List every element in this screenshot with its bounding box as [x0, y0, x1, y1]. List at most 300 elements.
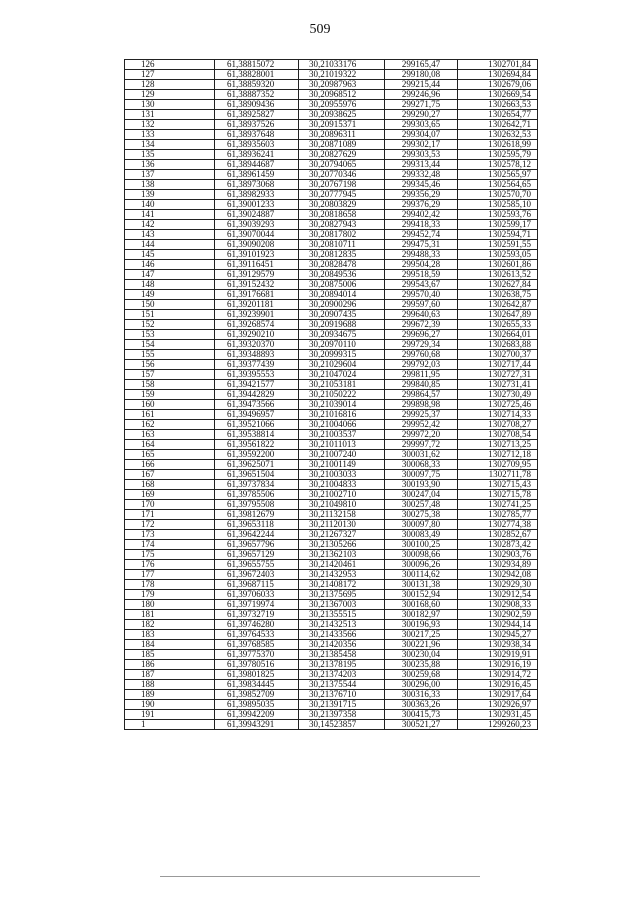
x-coordinate-cell: 299345,46: [385, 180, 458, 190]
point-number-cell: 187: [125, 670, 215, 680]
longitude-cell: 30,20794065: [299, 160, 385, 170]
x-coordinate-cell: 299475,31: [385, 240, 458, 250]
longitude-cell: 30,20934675: [299, 330, 385, 340]
longitude-cell: 30,21004833: [299, 480, 385, 490]
x-coordinate-cell: 299376,29: [385, 200, 458, 210]
y-coordinate-cell: 1302683,88: [458, 340, 538, 350]
x-coordinate-cell: 299304,07: [385, 130, 458, 140]
point-number-cell: 143: [125, 230, 215, 240]
point-number-cell: 157: [125, 370, 215, 380]
y-coordinate-cell: 1302916,45: [458, 680, 538, 690]
y-coordinate-cell: 1302593,05: [458, 250, 538, 260]
y-coordinate-cell: 1302908,33: [458, 600, 538, 610]
x-coordinate-cell: 300235,88: [385, 660, 458, 670]
y-coordinate-cell: 1302564,65: [458, 180, 538, 190]
point-number-cell: 160: [125, 400, 215, 410]
y-coordinate-cell: 1302914,72: [458, 670, 538, 680]
table-row: [125, 550, 538, 560]
y-coordinate-cell: 1302594,71: [458, 230, 538, 240]
longitude-cell: 30,20827629: [299, 150, 385, 160]
table-row: [125, 150, 538, 160]
x-coordinate-cell: 299303,53: [385, 150, 458, 160]
x-coordinate-cell: 299518,59: [385, 270, 458, 280]
latitude-cell: 61,39795508: [215, 500, 299, 510]
table-row: [125, 650, 538, 660]
point-number-cell: 156: [125, 360, 215, 370]
latitude-cell: 61,38828001: [215, 70, 299, 80]
table-row: [125, 280, 538, 290]
y-coordinate-cell: 1302599,17: [458, 220, 538, 230]
x-coordinate-cell: 300096,26: [385, 560, 458, 570]
table-row: [125, 700, 538, 710]
table-row: [125, 620, 538, 630]
longitude-cell: 30,21029604: [299, 360, 385, 370]
x-coordinate-cell: 299760,68: [385, 350, 458, 360]
y-coordinate-cell: 1302785,77: [458, 510, 538, 520]
x-coordinate-cell: 300097,75: [385, 470, 458, 480]
x-coordinate-cell: 299418,33: [385, 220, 458, 230]
latitude-cell: 61,39521066: [215, 420, 299, 430]
point-number-cell: 150: [125, 300, 215, 310]
latitude-cell: 61,38887352: [215, 90, 299, 100]
longitude-cell: 30,21408172: [299, 580, 385, 590]
point-number-cell: 168: [125, 480, 215, 490]
latitude-cell: 61,38973068: [215, 180, 299, 190]
point-number-cell: 142: [125, 220, 215, 230]
table-row: [125, 90, 538, 100]
x-coordinate-cell: 299356,29: [385, 190, 458, 200]
x-coordinate-cell: 300521,27: [385, 720, 458, 730]
y-coordinate-cell: 1302919,91: [458, 650, 538, 660]
latitude-cell: 61,38961459: [215, 170, 299, 180]
latitude-cell: 61,39625071: [215, 460, 299, 470]
y-coordinate-cell: 1302694,84: [458, 70, 538, 80]
x-coordinate-cell: 299729,34: [385, 340, 458, 350]
latitude-cell: 61,38937648: [215, 130, 299, 140]
x-coordinate-cell: 299972,20: [385, 430, 458, 440]
x-coordinate-cell: 299792,03: [385, 360, 458, 370]
longitude-cell: 30,21003033: [299, 470, 385, 480]
table-row: [125, 520, 538, 530]
point-number-cell: 166: [125, 460, 215, 470]
y-coordinate-cell: 1302585,10: [458, 200, 538, 210]
point-number-cell: 154: [125, 340, 215, 350]
x-coordinate-cell: 300221,96: [385, 640, 458, 650]
table-row: [125, 210, 538, 220]
point-number-cell: 190: [125, 700, 215, 710]
latitude-cell: 61,39001233: [215, 200, 299, 210]
point-number-cell: 155: [125, 350, 215, 360]
longitude-cell: 30,20919688: [299, 320, 385, 330]
table-row: [125, 540, 538, 550]
x-coordinate-cell: 300083,49: [385, 530, 458, 540]
x-coordinate-cell: 299290,27: [385, 110, 458, 120]
x-coordinate-cell: 299313,44: [385, 160, 458, 170]
x-coordinate-cell: 299165,47: [385, 60, 458, 70]
point-number-cell: 1: [125, 720, 215, 730]
table-row: [125, 600, 538, 610]
x-coordinate-cell: 300196,93: [385, 620, 458, 630]
y-coordinate-cell: 1302727,31: [458, 370, 538, 380]
latitude-cell: 61,39655755: [215, 560, 299, 570]
point-number-cell: 165: [125, 450, 215, 460]
y-coordinate-cell: 1302708,54: [458, 430, 538, 440]
y-coordinate-cell: 1299260,23: [458, 720, 538, 730]
point-number-cell: 128: [125, 80, 215, 90]
table-row: [125, 560, 538, 570]
point-number-cell: 173: [125, 530, 215, 540]
x-coordinate-cell: 300257,48: [385, 500, 458, 510]
latitude-cell: 61,39101923: [215, 250, 299, 260]
table-row: [125, 80, 538, 90]
point-number-cell: 145: [125, 250, 215, 260]
latitude-cell: 61,39039293: [215, 220, 299, 230]
table-row: [125, 140, 538, 150]
table-row: [125, 710, 538, 720]
point-number-cell: 131: [125, 110, 215, 120]
y-coordinate-cell: 1302931,45: [458, 710, 538, 720]
y-coordinate-cell: 1302731,41: [458, 380, 538, 390]
x-coordinate-cell: 299302,17: [385, 140, 458, 150]
longitude-cell: 30,20938625: [299, 110, 385, 120]
point-number-cell: 191: [125, 710, 215, 720]
x-coordinate-cell: 299864,57: [385, 390, 458, 400]
table-row: [125, 70, 538, 80]
y-coordinate-cell: 1302601,86: [458, 260, 538, 270]
y-coordinate-cell: 1302700,37: [458, 350, 538, 360]
x-coordinate-cell: 299997,72: [385, 440, 458, 450]
point-number-cell: 134: [125, 140, 215, 150]
table-row: [125, 490, 538, 500]
longitude-cell: 30,20915371: [299, 120, 385, 130]
longitude-cell: 30,20810711: [299, 240, 385, 250]
y-coordinate-cell: 1302613,52: [458, 270, 538, 280]
y-coordinate-cell: 1302852,67: [458, 530, 538, 540]
table-row: [125, 530, 538, 540]
table-row: [125, 380, 538, 390]
table-row: [125, 580, 538, 590]
point-number-cell: 126: [125, 60, 215, 70]
point-number-cell: 153: [125, 330, 215, 340]
latitude-cell: 61,39732719: [215, 610, 299, 620]
point-number-cell: 163: [125, 430, 215, 440]
longitude-cell: 30,20817802: [299, 230, 385, 240]
longitude-cell: 30,20827943: [299, 220, 385, 230]
table-row: [125, 340, 538, 350]
longitude-cell: 30,20970110: [299, 340, 385, 350]
point-number-cell: 133: [125, 130, 215, 140]
longitude-cell: 30,21011013: [299, 440, 385, 450]
longitude-cell: 30,21376710: [299, 690, 385, 700]
table-row: [125, 350, 538, 360]
y-coordinate-cell: 1302655,33: [458, 320, 538, 330]
x-coordinate-cell: 299246,96: [385, 90, 458, 100]
point-number-cell: 136: [125, 160, 215, 170]
longitude-cell: 30,20871089: [299, 140, 385, 150]
y-coordinate-cell: 1302938,34: [458, 640, 538, 650]
longitude-cell: 30,21385458: [299, 650, 385, 660]
table-row: [125, 500, 538, 510]
latitude-cell: 61,39290210: [215, 330, 299, 340]
x-coordinate-cell: 300415,73: [385, 710, 458, 720]
longitude-cell: 30,21004066: [299, 420, 385, 430]
x-coordinate-cell: 299696,27: [385, 330, 458, 340]
point-number-cell: 146: [125, 260, 215, 270]
y-coordinate-cell: 1302669,54: [458, 90, 538, 100]
point-number-cell: 189: [125, 690, 215, 700]
longitude-cell: 30,20828478: [299, 260, 385, 270]
x-coordinate-cell: 299570,40: [385, 290, 458, 300]
coordinates-table-body: [125, 60, 538, 730]
latitude-cell: 61,39116451: [215, 260, 299, 270]
y-coordinate-cell: 1302715,43: [458, 480, 538, 490]
longitude-cell: 30,21007240: [299, 450, 385, 460]
table-row: [125, 590, 538, 600]
latitude-cell: 61,39592200: [215, 450, 299, 460]
longitude-cell: 30,21047024: [299, 370, 385, 380]
y-coordinate-cell: 1302709,95: [458, 460, 538, 470]
table-row: [125, 320, 538, 330]
x-coordinate-cell: 300114,62: [385, 570, 458, 580]
table-row: [125, 130, 538, 140]
latitude-cell: 61,38859320: [215, 80, 299, 90]
latitude-cell: 61,38936241: [215, 150, 299, 160]
y-coordinate-cell: 1302638,75: [458, 290, 538, 300]
x-coordinate-cell: 299597,60: [385, 300, 458, 310]
longitude-cell: 30,21305266: [299, 540, 385, 550]
point-number-cell: 176: [125, 560, 215, 570]
longitude-cell: 30,20900296: [299, 300, 385, 310]
latitude-cell: 61,39746280: [215, 620, 299, 630]
latitude-cell: 61,39834445: [215, 680, 299, 690]
longitude-cell: 30,21367003: [299, 600, 385, 610]
latitude-cell: 61,39152432: [215, 280, 299, 290]
x-coordinate-cell: 300316,33: [385, 690, 458, 700]
y-coordinate-cell: 1302679,06: [458, 80, 538, 90]
y-coordinate-cell: 1302618,99: [458, 140, 538, 150]
point-number-cell: 141: [125, 210, 215, 220]
x-coordinate-cell: 300152,94: [385, 590, 458, 600]
x-coordinate-cell: 300168,60: [385, 600, 458, 610]
longitude-cell: 30,20777945: [299, 190, 385, 200]
table-row: [125, 240, 538, 250]
point-number-cell: 185: [125, 650, 215, 660]
table-row: [125, 260, 538, 270]
latitude-cell: 61,39024887: [215, 210, 299, 220]
latitude-cell: 61,39780516: [215, 660, 299, 670]
table-row: [125, 310, 538, 320]
table-row: [125, 440, 538, 450]
point-number-cell: 151: [125, 310, 215, 320]
y-coordinate-cell: 1302595,79: [458, 150, 538, 160]
table-row: [125, 120, 538, 130]
x-coordinate-cell: 300230,04: [385, 650, 458, 660]
table-row: [125, 180, 538, 190]
table-row: [125, 630, 538, 640]
point-number-cell: 158: [125, 380, 215, 390]
latitude-cell: 61,39942209: [215, 710, 299, 720]
point-number-cell: 188: [125, 680, 215, 690]
y-coordinate-cell: 1302570,70: [458, 190, 538, 200]
table-row: [125, 60, 538, 70]
table-row: [125, 290, 538, 300]
y-coordinate-cell: 1302642,87: [458, 300, 538, 310]
latitude-cell: 61,39737834: [215, 480, 299, 490]
y-coordinate-cell: 1302945,27: [458, 630, 538, 640]
y-coordinate-cell: 1302565,97: [458, 170, 538, 180]
latitude-cell: 61,39785506: [215, 490, 299, 500]
latitude-cell: 61,39812679: [215, 510, 299, 520]
point-number-cell: 147: [125, 270, 215, 280]
longitude-cell: 30,20803829: [299, 200, 385, 210]
y-coordinate-cell: 1302714,33: [458, 410, 538, 420]
y-coordinate-cell: 1302929,30: [458, 580, 538, 590]
latitude-cell: 61,39768585: [215, 640, 299, 650]
table-row: [125, 300, 538, 310]
table-row: [125, 110, 538, 120]
y-coordinate-cell: 1302663,53: [458, 100, 538, 110]
latitude-cell: 61,39657129: [215, 550, 299, 560]
y-coordinate-cell: 1302715,78: [458, 490, 538, 500]
y-coordinate-cell: 1302916,19: [458, 660, 538, 670]
longitude-cell: 30,20955976: [299, 100, 385, 110]
y-coordinate-cell: 1302664,01: [458, 330, 538, 340]
longitude-cell: 30,21019322: [299, 70, 385, 80]
y-coordinate-cell: 1302713,25: [458, 440, 538, 450]
latitude-cell: 61,38944687: [215, 160, 299, 170]
table-row: [125, 670, 538, 680]
longitude-cell: 30,21420356: [299, 640, 385, 650]
y-coordinate-cell: 1302591,55: [458, 240, 538, 250]
latitude-cell: 61,38982933: [215, 190, 299, 200]
longitude-cell: 30,20894014: [299, 290, 385, 300]
x-coordinate-cell: 299271,75: [385, 100, 458, 110]
point-number-cell: 138: [125, 180, 215, 190]
latitude-cell: 61,39687115: [215, 580, 299, 590]
y-coordinate-cell: 1302717,44: [458, 360, 538, 370]
point-number-cell: 182: [125, 620, 215, 630]
longitude-cell: 30,21391715: [299, 700, 385, 710]
x-coordinate-cell: 299952,42: [385, 420, 458, 430]
x-coordinate-cell: 299640,63: [385, 310, 458, 320]
x-coordinate-cell: 299402,42: [385, 210, 458, 220]
x-coordinate-cell: 300031,62: [385, 450, 458, 460]
latitude-cell: 61,39561822: [215, 440, 299, 450]
x-coordinate-cell: 300097,80: [385, 520, 458, 530]
latitude-cell: 61,39764533: [215, 630, 299, 640]
x-coordinate-cell: 299332,48: [385, 170, 458, 180]
point-number-cell: 183: [125, 630, 215, 640]
x-coordinate-cell: 300068,33: [385, 460, 458, 470]
table-row: [125, 220, 538, 230]
point-number-cell: 135: [125, 150, 215, 160]
x-coordinate-cell: 299543,67: [385, 280, 458, 290]
x-coordinate-cell: 300100,25: [385, 540, 458, 550]
x-coordinate-cell: 300275,38: [385, 510, 458, 520]
table-row: [125, 160, 538, 170]
point-number-cell: 170: [125, 500, 215, 510]
table-row: [125, 690, 538, 700]
longitude-cell: 30,21003537: [299, 430, 385, 440]
y-coordinate-cell: 1302873,42: [458, 540, 538, 550]
longitude-cell: 30,20770346: [299, 170, 385, 180]
x-coordinate-cell: 299925,37: [385, 410, 458, 420]
longitude-cell: 30,20896311: [299, 130, 385, 140]
table-row: [125, 200, 538, 210]
point-number-cell: 162: [125, 420, 215, 430]
longitude-cell: 30,21267327: [299, 530, 385, 540]
longitude-cell: 30,21049810: [299, 500, 385, 510]
y-coordinate-cell: 1302912,54: [458, 590, 538, 600]
longitude-cell: 30,21053181: [299, 380, 385, 390]
latitude-cell: 61,39129579: [215, 270, 299, 280]
x-coordinate-cell: 300217,25: [385, 630, 458, 640]
point-number-cell: 130: [125, 100, 215, 110]
y-coordinate-cell: 1302701,84: [458, 60, 538, 70]
point-number-cell: 149: [125, 290, 215, 300]
point-number-cell: 129: [125, 90, 215, 100]
longitude-cell: 30,21039014: [299, 400, 385, 410]
y-coordinate-cell: 1302934,89: [458, 560, 538, 570]
latitude-cell: 61,38909436: [215, 100, 299, 110]
longitude-cell: 30,20812835: [299, 250, 385, 260]
longitude-cell: 30,21002710: [299, 490, 385, 500]
x-coordinate-cell: 300259,68: [385, 670, 458, 680]
point-number-cell: 140: [125, 200, 215, 210]
table-row: [125, 330, 538, 340]
longitude-cell: 30,21355515: [299, 610, 385, 620]
y-coordinate-cell: 1302708,27: [458, 420, 538, 430]
longitude-cell: 30,20999315: [299, 350, 385, 360]
longitude-cell: 30,21432953: [299, 570, 385, 580]
y-coordinate-cell: 1302647,89: [458, 310, 538, 320]
point-number-cell: 161: [125, 410, 215, 420]
latitude-cell: 61,39538814: [215, 430, 299, 440]
x-coordinate-cell: 300363,26: [385, 700, 458, 710]
point-number-cell: 184: [125, 640, 215, 650]
x-coordinate-cell: 300131,38: [385, 580, 458, 590]
latitude-cell: 61,39651504: [215, 470, 299, 480]
latitude-cell: 61,39801825: [215, 670, 299, 680]
longitude-cell: 30,21362103: [299, 550, 385, 560]
latitude-cell: 61,39421577: [215, 380, 299, 390]
longitude-cell: 30,21120130: [299, 520, 385, 530]
point-number-cell: 148: [125, 280, 215, 290]
table-row: [125, 170, 538, 180]
y-coordinate-cell: 1302711,78: [458, 470, 538, 480]
longitude-cell: 30,21397358: [299, 710, 385, 720]
x-coordinate-cell: 300098,66: [385, 550, 458, 560]
longitude-cell: 30,20875006: [299, 280, 385, 290]
y-coordinate-cell: 1302632,53: [458, 130, 538, 140]
y-coordinate-cell: 1302578,12: [458, 160, 538, 170]
point-number-cell: 169: [125, 490, 215, 500]
x-coordinate-cell: 299215,44: [385, 80, 458, 90]
latitude-cell: 61,39719974: [215, 600, 299, 610]
point-number-cell: 127: [125, 70, 215, 80]
longitude-cell: 30,20907435: [299, 310, 385, 320]
point-number-cell: 139: [125, 190, 215, 200]
table-row: [125, 360, 538, 370]
point-number-cell: 171: [125, 510, 215, 520]
point-number-cell: 144: [125, 240, 215, 250]
table-row: [125, 720, 538, 730]
latitude-cell: 61,39070044: [215, 230, 299, 240]
latitude-cell: 61,39176681: [215, 290, 299, 300]
table-row: [125, 370, 538, 380]
longitude-cell: 30,21420461: [299, 560, 385, 570]
x-coordinate-cell: 299452,74: [385, 230, 458, 240]
